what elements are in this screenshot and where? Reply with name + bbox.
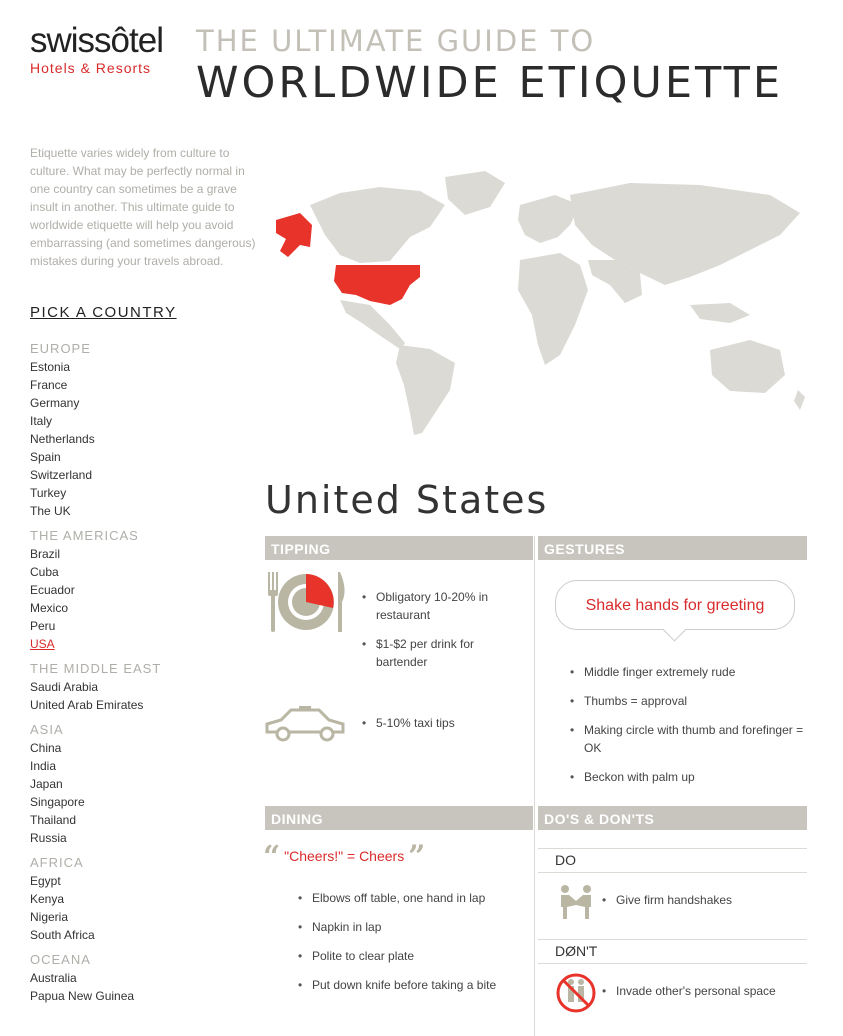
dining-header: DINING xyxy=(265,806,533,830)
taxi-icon xyxy=(263,706,347,744)
country-link-the-uk[interactable]: The UK xyxy=(30,504,71,518)
dos-donts-header: DO'S & DON'TS xyxy=(538,806,807,830)
list-item: • Invade other's personal space xyxy=(602,982,802,1000)
country-link-mexico[interactable]: Mexico xyxy=(30,601,69,615)
map-highlight-usa xyxy=(334,265,420,305)
list-item: • Obligatory 10-20% in restaurant xyxy=(362,588,522,624)
logo-tagline: Hotels & Resorts xyxy=(30,60,152,76)
no-personal-space-icon xyxy=(555,972,597,1014)
do-label: DO xyxy=(555,852,576,868)
country-link-australia[interactable]: Australia xyxy=(30,971,77,985)
dining-quote xyxy=(263,839,426,875)
list-item: • Give firm handshakes xyxy=(602,891,802,909)
world-map[interactable] xyxy=(270,165,815,445)
country-link-switzerland[interactable]: Switzerland xyxy=(30,468,93,482)
list-item: • Middle finger extremely rude xyxy=(570,663,810,681)
country-link-usa[interactable]: USA xyxy=(30,637,55,651)
tipping-taxi-list xyxy=(362,714,522,743)
list-item: • 5-10% taxi tips xyxy=(362,714,522,732)
list-item: • Elbows off table, one hand in lap xyxy=(298,889,528,907)
country-link-turkey[interactable]: Turkey xyxy=(30,486,67,500)
list-item: • Making circle with thumb and forefinger = OK xyxy=(570,721,810,757)
region-heading-middle-east: THE MIDDLE EAST xyxy=(30,661,162,676)
do-list xyxy=(602,891,802,920)
plate-cutlery-icon xyxy=(262,570,350,634)
divider xyxy=(538,939,807,940)
country-link-nigeria[interactable]: Nigeria xyxy=(30,910,69,924)
tipping-restaurant-list xyxy=(362,588,522,682)
close-quote-icon: ” xyxy=(408,839,426,875)
dining-list xyxy=(298,889,528,1005)
country-link-brazil[interactable]: Brazil xyxy=(30,547,61,561)
page-title: WORLDWIDE ETIQUETTE xyxy=(196,58,784,108)
pick-country-link[interactable]: PICK A COUNTRY xyxy=(30,304,177,321)
country-picker xyxy=(30,340,250,1005)
country-link-japan[interactable]: Japan xyxy=(30,777,63,791)
gestures-list xyxy=(570,663,810,797)
logo-wordmark: swissôtel xyxy=(30,21,163,60)
country-link-papua-new-guinea[interactable]: Papua New Guinea xyxy=(30,989,135,1003)
logo[interactable] xyxy=(30,22,190,76)
region-heading-americas: THE AMERICAS xyxy=(30,528,139,543)
dont-label: DØN'T xyxy=(555,943,598,959)
country-link-italy[interactable]: Italy xyxy=(30,414,53,428)
country-link-egypt[interactable]: Egypt xyxy=(30,874,61,888)
country-link-russia[interactable]: Russia xyxy=(30,831,67,845)
tipping-header: TIPPING xyxy=(265,536,533,560)
list-item: • Polite to clear plate xyxy=(298,947,528,965)
list-item: • Thumbs = approval xyxy=(570,692,810,710)
country-title: United States xyxy=(265,478,549,522)
country-link-kenya[interactable]: Kenya xyxy=(30,892,65,906)
divider xyxy=(538,872,807,873)
open-quote-icon: “ xyxy=(263,839,281,875)
handshake-people-icon xyxy=(555,885,597,919)
country-link-thailand[interactable]: Thailand xyxy=(30,813,77,827)
country-link-india[interactable]: India xyxy=(30,759,57,773)
greeting-speech-bubble: Shake hands for greeting xyxy=(555,580,795,630)
page-subtitle: THE ULTIMATE GUIDE TO xyxy=(196,24,596,58)
dont-list xyxy=(602,982,802,1011)
list-item: • Put down knife before taking a bite xyxy=(298,976,528,994)
country-link-cuba[interactable]: Cuba xyxy=(30,565,59,579)
country-link-ecuador[interactable]: Ecuador xyxy=(30,583,75,597)
list-item: • Beckon with palm up xyxy=(570,768,810,786)
region-heading-africa: AFRICA xyxy=(30,855,84,870)
region-heading-europe: EUROPE xyxy=(30,341,91,356)
country-link-germany[interactable]: Germany xyxy=(30,396,80,410)
list-item: • $1-$2 per drink for bartender xyxy=(362,635,522,671)
dining-quote-text: "Cheers!" = Cheers xyxy=(284,848,405,864)
map-highlight-alaska xyxy=(276,213,312,257)
country-link-france[interactable]: France xyxy=(30,378,68,392)
country-link-uae[interactable]: United Arab Emirates xyxy=(30,698,144,712)
country-link-south-africa[interactable]: South Africa xyxy=(30,928,95,942)
column-divider xyxy=(534,536,535,1036)
divider xyxy=(538,848,807,849)
country-link-peru[interactable]: Peru xyxy=(30,619,56,633)
region-heading-oceana: OCEANA xyxy=(30,952,91,967)
country-link-saudi-arabia[interactable]: Saudi Arabia xyxy=(30,680,99,694)
country-link-spain[interactable]: Spain xyxy=(30,450,61,464)
gestures-header: GESTURES xyxy=(538,536,807,560)
intro-text: Etiquette varies widely from culture to culture. What may be perfectly normal in one country can sometimes be a grave insult in another. This ultimate guide to worldwide etiquette will help you avoid embarrassing (and sometimes dangerous) mistakes during your travels abroad. xyxy=(30,146,256,268)
divider xyxy=(538,963,807,964)
list-item: • Napkin in lap xyxy=(298,918,528,936)
country-link-netherlands[interactable]: Netherlands xyxy=(30,432,95,446)
country-link-china[interactable]: China xyxy=(30,741,62,755)
region-heading-asia: ASIA xyxy=(30,722,64,737)
country-link-estonia[interactable]: Estonia xyxy=(30,360,71,374)
country-link-singapore[interactable]: Singapore xyxy=(30,795,85,809)
